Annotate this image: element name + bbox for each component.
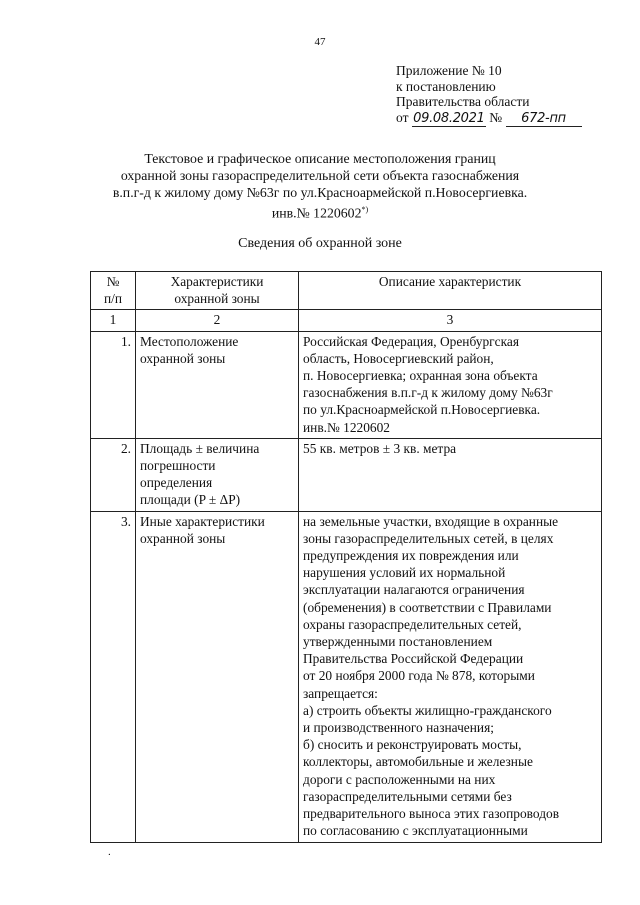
resolution-number: 672-пп — [506, 110, 582, 128]
appendix-resolution-line: к постановлению — [396, 78, 496, 94]
protection-zone-table — [90, 271, 602, 843]
row-characteristic: Иные характеристики охранной зоны — [136, 511, 299, 842]
table-header-row — [91, 272, 602, 310]
column-number: 1 — [91, 310, 136, 331]
number-prefix: № — [489, 109, 503, 125]
column-number: 3 — [299, 310, 602, 331]
row-description: 55 кв. метров ± 3 кв. метра — [299, 438, 602, 511]
date-prefix: от — [396, 109, 409, 125]
date-value: 09.08.2021 — [413, 110, 485, 126]
appendix-date-line — [396, 110, 582, 128]
header-number: № п/п — [91, 272, 136, 310]
appendix-title: Приложение № 10 — [396, 63, 502, 78]
table-row — [91, 331, 602, 438]
row-characteristic: Местоположение охранной зоны — [136, 331, 299, 438]
page-number: 47 — [314, 36, 326, 48]
header-characteristics: Характеристики охранной зоны — [136, 272, 299, 310]
row-number: 2. — [91, 438, 136, 511]
footer-mark: . — [108, 846, 111, 858]
row-number: 1. — [91, 331, 136, 438]
row-characteristic: Площадь ± величина погрешности определения площади (P ± ΔP) — [136, 438, 299, 511]
appendix-government-line: Правительства области — [396, 94, 530, 109]
column-number-row — [91, 310, 602, 331]
row-description: на земельные участки, входящие в охранные зоны газораспределительных сетей, в целях предупреждения их повреждения или нарушения условий их нормальной эксплуатации налагаются ограничения (обременения) в соответствии с Правилами охраны газораспределительных сетей, утвержденными постановлением Правительства Российской Федерации от 20 ноября 2000 года № 878, которыми запрещается: а) строить объекты жилищно-гражданского и производственного назначения; б) сносить и реконструировать мосты, коллекторы, автомобильные и железные дороги с расположенными на них газораспределительными сетями без предварительного выноса этих газопроводов по согласованию с эксплуатационными — [299, 511, 602, 842]
row-number: 3. — [91, 511, 136, 842]
header-description: Описание характеристик — [299, 272, 602, 310]
document-title: Текстовое и графическое описание местоположения границ охранной зоны газораспределительной сети объекта газоснабжения в.п.г-д к жилому дому №63г по ул.Красноармейской п.Новосергиевка. инв.№ 1220602*) — [112, 151, 528, 221]
table-row — [91, 438, 602, 511]
section-subtitle: Сведения об охранной зоне — [238, 236, 402, 251]
table-row — [91, 511, 602, 842]
appendix-block — [396, 63, 582, 127]
row-description: Российская Федерация, Оренбургская область, Новосергиевский район, п. Новосергиевка; охранная зона объекта газоснабжения в.п.г-д к жилому дому №63г по ул.Красноармейской п.Новосергиевка. инв.№ 1220602 — [299, 331, 602, 438]
column-number: 2 — [136, 310, 299, 331]
footnote-marker: *) — [361, 205, 369, 214]
